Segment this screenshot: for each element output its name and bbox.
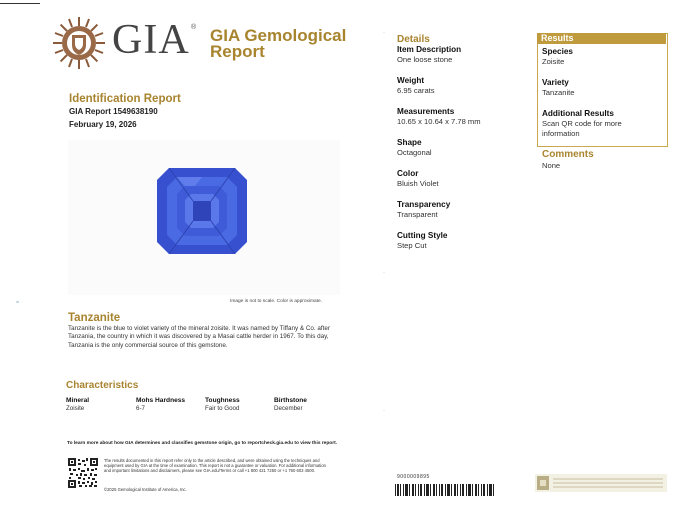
characteristic-value: 6-7	[136, 405, 145, 412]
copyright-text: ©2025 Gemological Institute of America, Inc.	[104, 487, 187, 492]
identification-title: Identification Report	[69, 93, 181, 105]
detail-label: Color	[397, 169, 419, 178]
result-species	[542, 47, 573, 67]
detail-label: Cutting Style	[397, 231, 448, 240]
characteristic-hardness	[136, 397, 185, 413]
detail-weight	[397, 76, 435, 96]
detail-shape	[397, 138, 432, 158]
top-rule	[0, 3, 40, 4]
detail-label: Item Description	[397, 45, 462, 54]
detail-value: 10.65 x 10.64 x 7.78 mm	[397, 117, 481, 126]
detail-item-description	[397, 45, 461, 65]
fold-mark: ·	[383, 30, 385, 36]
characteristic-birthstone	[274, 397, 307, 413]
detail-label: Weight	[397, 76, 425, 85]
detail-value: One loose stone	[397, 55, 453, 64]
characteristic-label: Mohs Hardness	[136, 397, 186, 404]
barcode-icon	[395, 484, 495, 496]
detail-transparency	[397, 200, 450, 220]
fold-mark: ·	[383, 270, 385, 276]
report-title-line1: GIA Gemological	[210, 26, 347, 45]
edge-mark: ≈	[16, 300, 20, 306]
detail-label: Transparency	[397, 200, 451, 209]
report-title	[210, 28, 346, 60]
result-value: Tanzanite	[542, 88, 575, 97]
results-title: Results	[537, 33, 666, 44]
detail-value: 6.95 carats	[397, 86, 435, 95]
details-title: Details	[397, 34, 430, 45]
characteristic-label: Mineral	[66, 397, 90, 404]
characteristic-label: Toughness	[205, 397, 240, 404]
detail-value: Transparent	[397, 210, 438, 219]
image-caption: Image is not to scale. Color is approximate.	[230, 299, 322, 304]
result-label: Variety	[542, 78, 569, 87]
security-seal-icon	[535, 474, 667, 492]
characteristic-toughness	[205, 397, 240, 413]
stone-image-area	[68, 140, 340, 295]
detail-measurements	[397, 107, 481, 127]
fold-mark: ·	[383, 408, 385, 414]
result-additional	[542, 109, 660, 138]
result-value: Zoisite	[542, 57, 565, 66]
result-label: Additional Results	[542, 109, 614, 118]
gia-seal-logo-icon	[52, 16, 106, 70]
result-label: Species	[542, 47, 573, 56]
detail-cutting-style	[397, 231, 448, 251]
gemstone-image	[157, 168, 247, 254]
tanzanite-title: Tanzanite	[68, 312, 121, 324]
detail-value: Step Cut	[397, 241, 427, 250]
report-date: February 19, 2026	[69, 120, 137, 129]
tanzanite-description: Tanzanite is the blue to violet variety of the mineral zoisite. It was named by Tiffany & Co. after Tanzania, the country in which it was discovered by a Masai cattle herder in 1967. To this day, Tanzania is the only commercial source of this gemstone.	[68, 325, 331, 349]
detail-value: Octagonal	[397, 148, 432, 157]
detail-value: Bluish Violet	[397, 179, 439, 188]
disclaimer-text: The results documented in this report refer only to the article described, and were obtained using the techniques and equipment used by GIA at the time of examination. This report is not a guarantee or valuation. For additional information and important limitations and disclaimers, please see GIA.edu/Terms or call +1 800 421 7250 or +1 760 603 4500.	[104, 458, 326, 474]
detail-label: Measurements	[397, 107, 455, 116]
characteristic-label: Birthstone	[274, 397, 307, 404]
characteristics-title: Characteristics	[66, 380, 139, 391]
comments-value: None	[542, 161, 561, 170]
result-value: Scan QR code for more information	[542, 119, 622, 138]
detail-color	[397, 169, 439, 189]
comments-title: Comments	[542, 149, 594, 160]
barcode-number: 9000009895	[397, 474, 430, 480]
characteristic-mineral	[66, 397, 89, 413]
detail-label: Shape	[397, 138, 422, 147]
report-title-line2: Report	[210, 42, 265, 61]
characteristic-value: Zoisite	[66, 405, 85, 412]
gia-logo-text: GIA	[112, 17, 190, 63]
result-variety	[542, 78, 575, 98]
characteristic-value: Fair to Good	[205, 405, 240, 412]
qr-code-icon[interactable]	[68, 458, 98, 488]
characteristic-value: December	[274, 405, 303, 412]
registered-mark: ®	[191, 24, 197, 31]
learn-more-text: To learn more about how GIA determines and classifies gemstone origin, go to reportcheck.gia.edu to view this report.	[67, 441, 338, 446]
report-number: GIA Report 1549638190	[69, 107, 158, 116]
